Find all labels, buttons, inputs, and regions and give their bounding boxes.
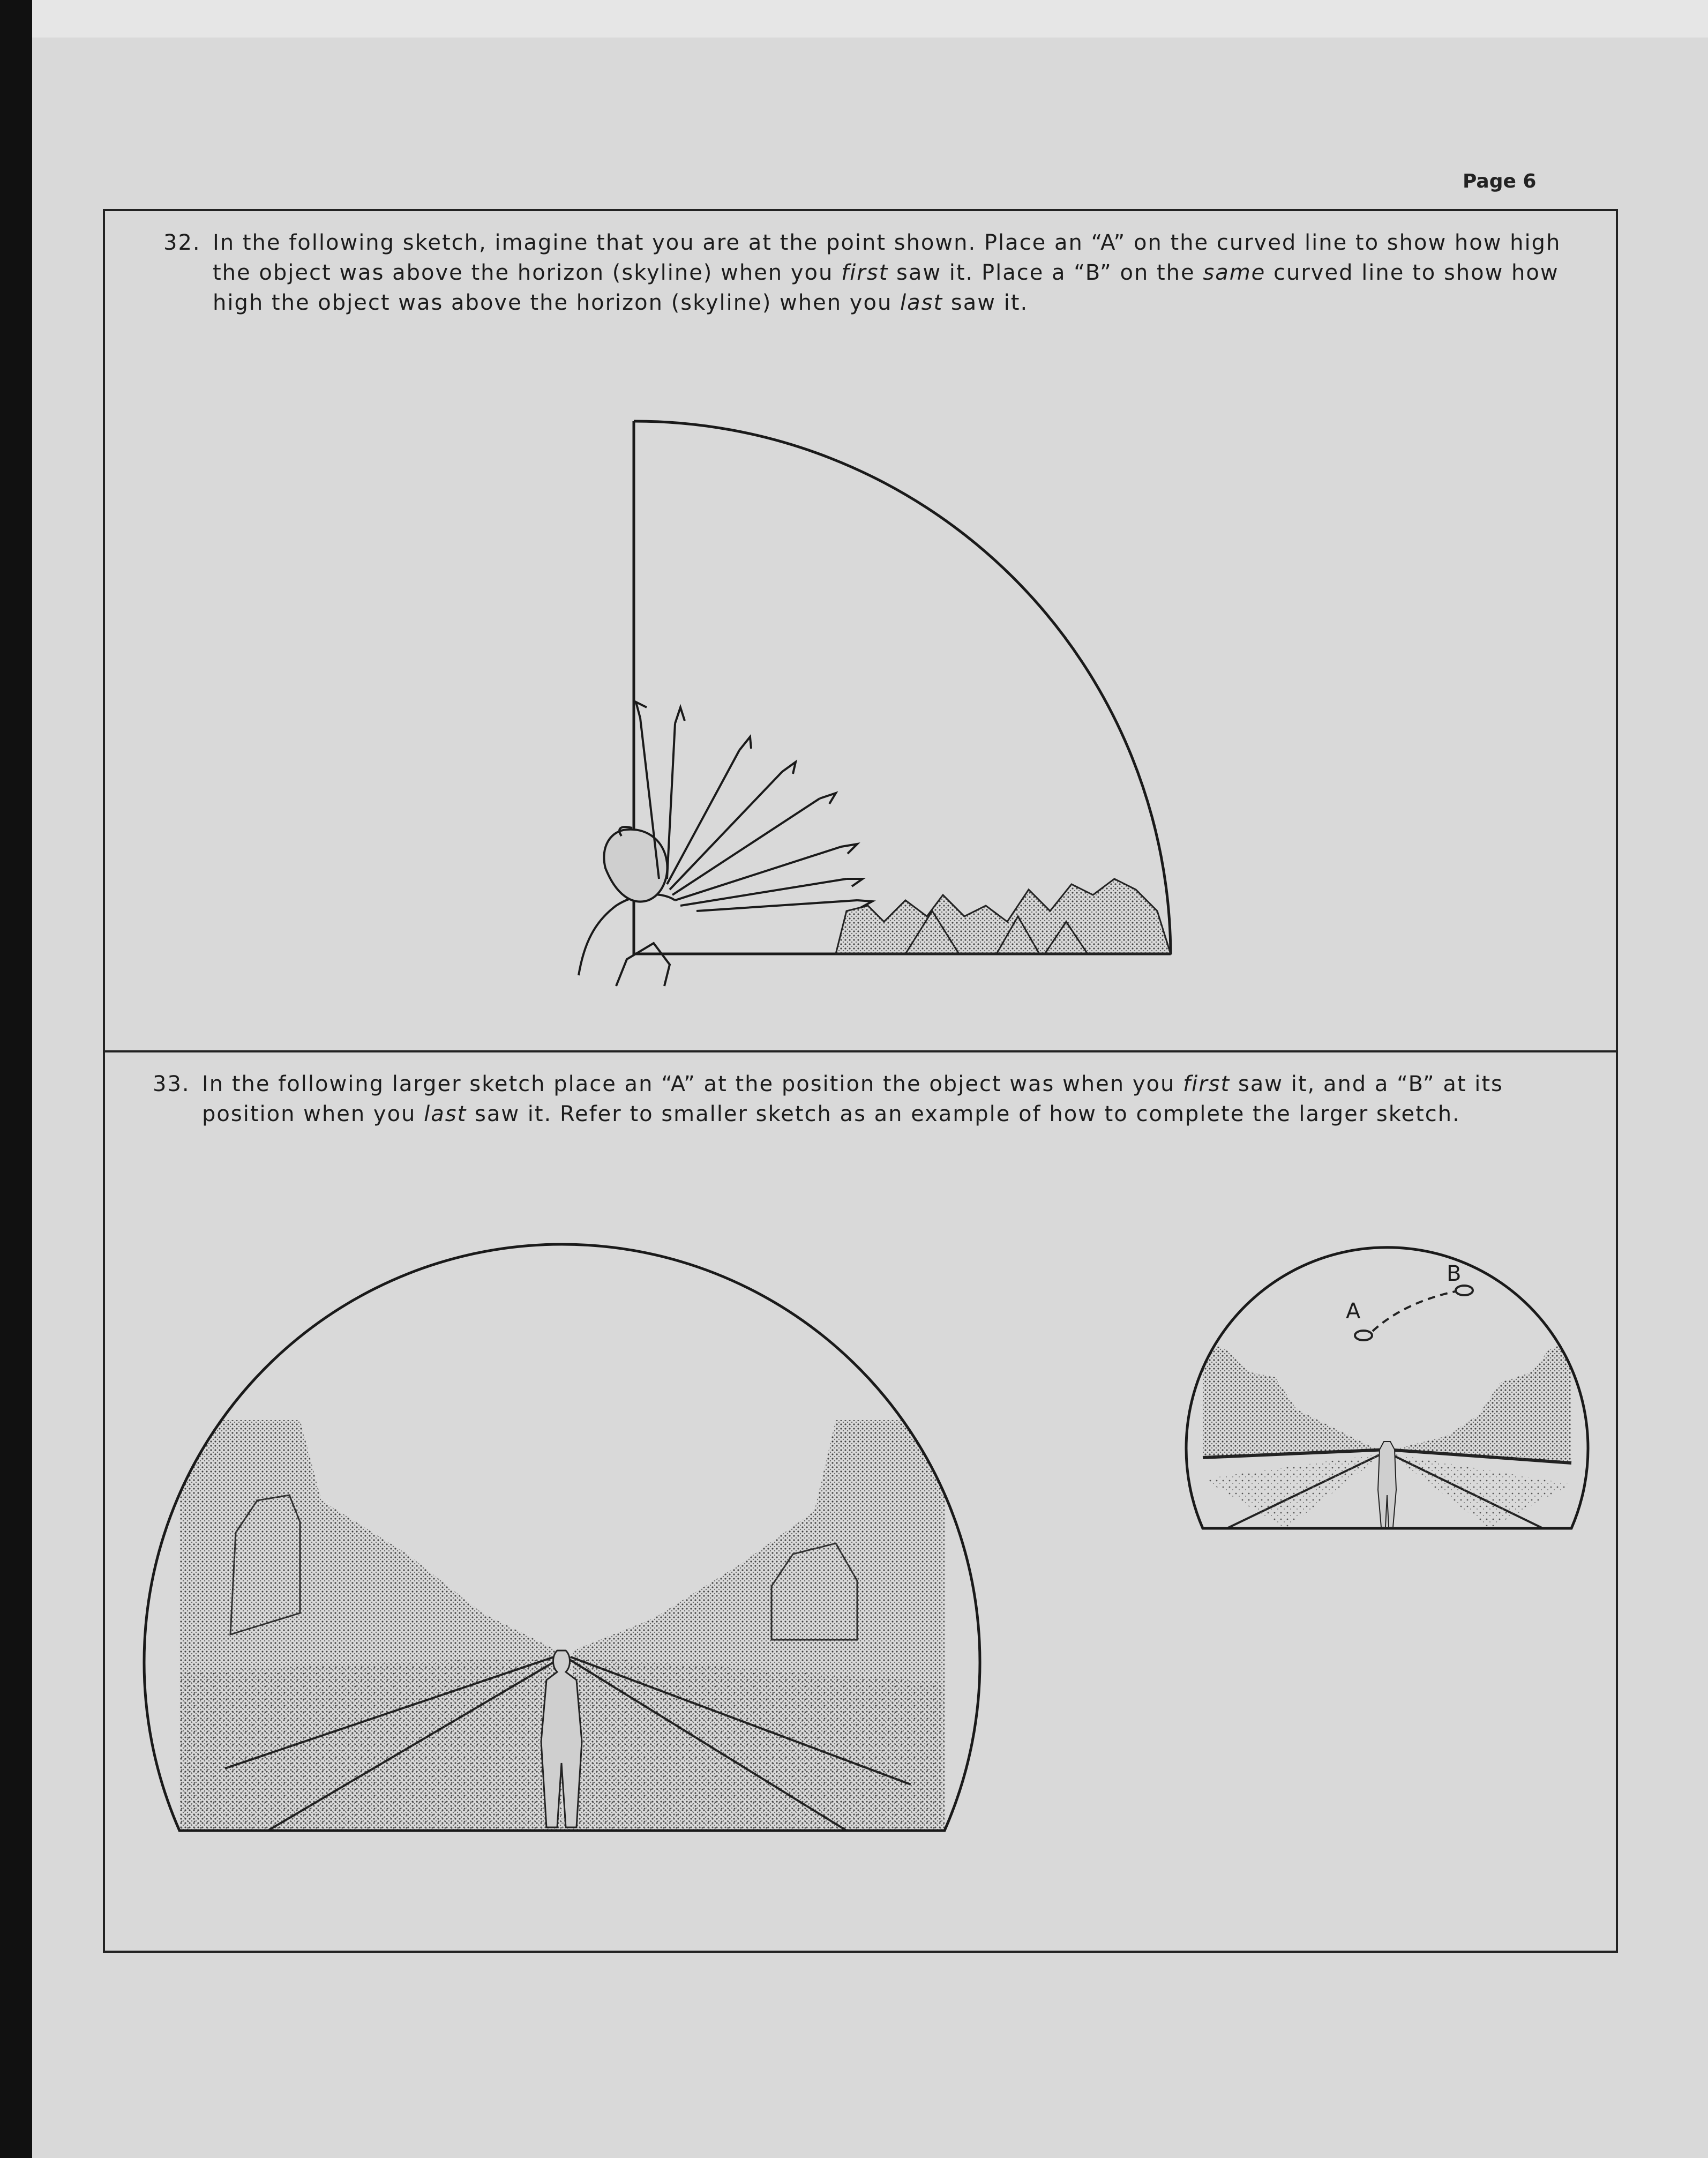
page-number: Page 6 <box>1463 170 1537 192</box>
object-path-dashed <box>1373 1291 1455 1331</box>
man-pointing-illustration <box>579 702 872 986</box>
question-33-number: 33. <box>153 1072 190 1096</box>
question-32-number: 32. <box>163 230 201 255</box>
small-example-sketch <box>1186 1248 1588 1528</box>
label-a: A <box>1346 1299 1361 1324</box>
label-b: B <box>1447 1261 1462 1286</box>
question-32-text: In the following sketch, imagine that you are at the point shown. Place an “A” on the curved line to show how high the object was above the horizon (skyline) when you first saw it. Place a “B” on the same curved line to show how high the object was above the horizon (skyline) when you last saw it. <box>213 230 1561 315</box>
large-street-sketch <box>144 1244 980 1831</box>
object-marker-a <box>1355 1331 1372 1340</box>
question-33-text: In the following larger sketch place an “A” at the position the object was when you first saw it, and a “B” at its position when you last saw it. Refer to smaller sketch as an example of how to complete the larger sketch. <box>202 1072 1503 1126</box>
object-marker-b <box>1456 1286 1473 1295</box>
quarter-circle-sketch <box>579 421 1171 986</box>
sky-arc-line[interactable] <box>634 421 1171 954</box>
